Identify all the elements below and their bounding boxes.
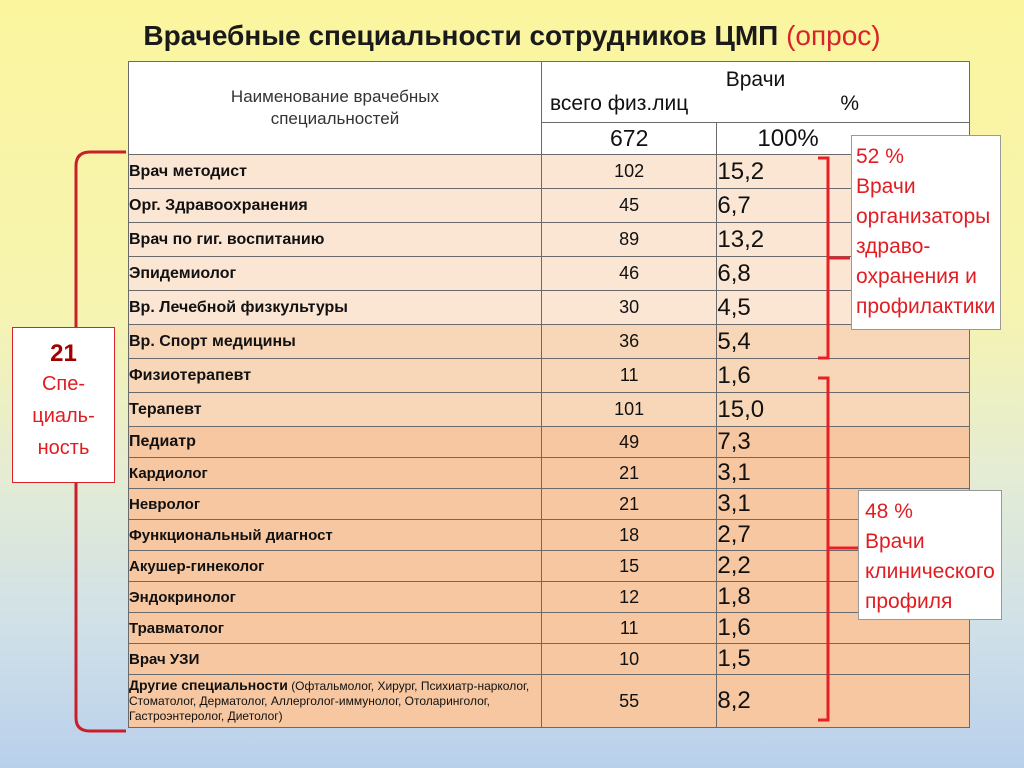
title-main: Врачебные специальности сотрудников ЦМП: [143, 20, 779, 51]
row-name: Терапевт: [129, 393, 542, 427]
title-sub: (опрос): [786, 20, 881, 51]
row-pct: 3,1: [717, 489, 970, 520]
callout-clin-line1: Врачи: [865, 530, 925, 553]
callout-org-pct: 52 %: [856, 145, 904, 168]
row-count: 15: [541, 551, 716, 582]
row-count: 21: [541, 489, 716, 520]
header-pct: %: [840, 92, 859, 115]
row-pct: 1,6: [717, 359, 970, 393]
row-name: Физиотерапевт: [129, 359, 542, 393]
row-name: Акушер-гинеколог: [129, 551, 542, 582]
row-pct: 4,5: [717, 291, 970, 325]
callout-org-line2: организаторы: [856, 205, 991, 228]
header-name-text: Наименование врачебных специальностей: [230, 87, 440, 128]
callout-clin-pct: 48 %: [865, 500, 913, 523]
callout-organizers: [851, 135, 1001, 330]
header-doctors: Врачи: [725, 68, 786, 91]
spec-line2: циаль-: [32, 405, 95, 427]
row-pct: 2,2: [717, 551, 970, 582]
callout-clin-line3: профиля: [865, 590, 953, 613]
callout-org-line3: здраво-: [856, 235, 931, 258]
row-count: 21: [541, 458, 716, 489]
row-name: Врач методист: [129, 155, 542, 189]
other-name: Другие специальности: [129, 677, 288, 693]
row-count: 45: [541, 189, 716, 223]
row-count: 12: [541, 582, 716, 613]
row-name: Врач УЗИ: [129, 644, 542, 675]
row-name: Вр. Спорт медицины: [129, 325, 542, 359]
clin-bracket: [818, 378, 858, 720]
spec-line3: ность: [37, 437, 90, 459]
callout-specialties-count: [12, 327, 115, 483]
row-pct: 7,3: [717, 427, 970, 458]
row-name: Эпидемиолог: [129, 257, 542, 291]
row-name: Эндокринолог: [129, 582, 542, 613]
total-count: 672: [541, 123, 716, 155]
callout-org-line5: профилактики: [856, 295, 996, 318]
row-pct: 15,0: [717, 393, 970, 427]
row-name: Орг. Здравоохранения: [129, 189, 542, 223]
row-count: 102: [541, 155, 716, 189]
row-pct: 1,8: [717, 582, 970, 613]
callout-clinical: [858, 490, 1002, 620]
row-pct: 1,6: [717, 613, 970, 644]
row-count: 18: [541, 520, 716, 551]
row-count: 49: [541, 427, 716, 458]
row-pct: 6,8: [717, 257, 970, 291]
row-pct: 13,2: [717, 223, 970, 257]
callout-org-line4: охранения и: [856, 265, 977, 288]
row-count: 11: [541, 359, 716, 393]
row-count: 30: [541, 291, 716, 325]
row-pct: 2,7: [717, 520, 970, 551]
row-name: Травматолог: [129, 613, 542, 644]
row-name: Врач по гиг. воспитанию: [129, 223, 542, 257]
other-pct: 8,2: [717, 675, 970, 728]
spec-count: 21: [50, 340, 77, 367]
row-count: 101: [541, 393, 716, 427]
row-pct: 3,1: [717, 458, 970, 489]
row-name: Функциональный диагност: [129, 520, 542, 551]
row-pct: 6,7: [717, 189, 970, 223]
callout-org-line1: Врачи: [856, 175, 916, 198]
row-name: Педиатр: [129, 427, 542, 458]
row-count: 46: [541, 257, 716, 291]
row-name: Невролог: [129, 489, 542, 520]
row-count: 10: [541, 644, 716, 675]
org-bracket: [818, 158, 850, 358]
row-pct: 5,4: [717, 325, 970, 359]
row-count: 36: [541, 325, 716, 359]
row-pct: 15,2: [717, 155, 970, 189]
row-name: Вр. Лечебной физкультуры: [129, 291, 542, 325]
other-detail: (Офтальмолог, Хирург, Психиатр-нарколог, Стоматолог, Дерматолог, Аллерголог-иммунолог, Отоларинголог, Гастроэнтеролог, Диетолог): [129, 679, 530, 723]
spec-line1: Спе-: [41, 373, 86, 395]
header-total: всего физ.лиц: [549, 92, 689, 115]
callout-clin-line2: клинического: [865, 560, 995, 583]
row-pct: 1,5: [717, 644, 970, 675]
row-count: 11: [541, 613, 716, 644]
total-pct: 100%: [717, 123, 970, 155]
other-count: 55: [541, 675, 716, 728]
row-count: 89: [541, 223, 716, 257]
row-name: Кардиолог: [129, 458, 542, 489]
